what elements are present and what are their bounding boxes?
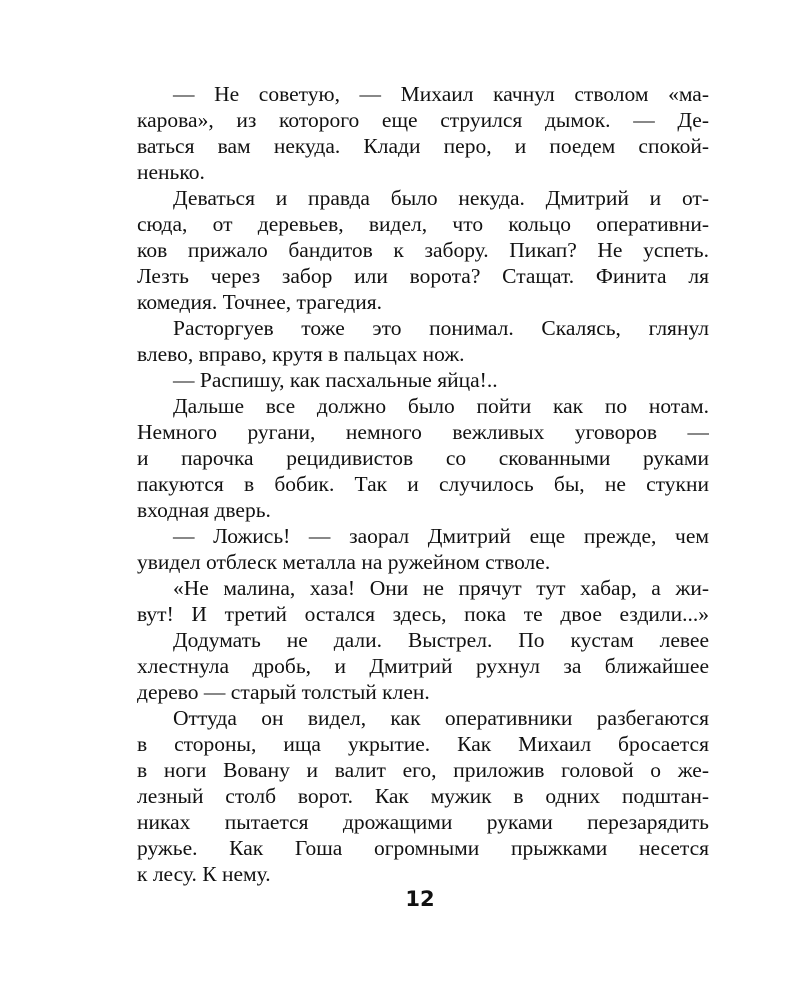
text-line: «Не малина, хаза! Они не прячут тут хабар, а жи- [173,576,709,600]
text-line: Немного ругани, немного вежливых уговоров — [137,420,709,444]
text-line: Деваться и правда было некуда. Дмитрий и от- [173,186,709,210]
text-line: Додумать не дали. Выстрел. По кустам левее [173,628,709,652]
text-line: вут! И третий остался здесь, пока те двое ездили...» [137,602,709,626]
text-line: входная дверь. [137,498,271,522]
text-line: ваться вам некуда. Клади перо, и поедем спокой- [137,134,709,158]
text-line: пакуются в бобик. Так и случилось бы, не стукни [137,472,709,496]
text-line: ружье. Как Гоша огромными прыжками несется [137,836,709,860]
text-line: к лесу. К нему. [137,862,271,886]
text-line: сюда, от деревьев, видел, что кольцо оперативни- [137,212,709,236]
text-line: дерево — старый толстый клен. [137,680,430,704]
text-line: — Не советую, — Михаил качнул стволом «ма- [173,82,709,106]
text-line: — Распишу, как пасхальные яйца!.. [173,368,498,392]
text-line: Оттуда он видел, как оперативники разбегаются [173,706,709,730]
text-line: карова», из которого еще струился дымок. — Де- [137,108,709,132]
text-line: никах пытается дрожащими руками перезарядить [137,810,709,834]
text-line: и парочка рецидивистов со скованными руками [137,446,709,470]
text-line: хлестнула дробь, и Дмитрий рухнул за ближайшее [137,654,709,678]
text-line: в ноги Вовану и валит его, приложив головой о же- [137,758,709,782]
text-line: ненько. [137,160,205,184]
text-line: Дальше все должно было пойти как по нотам. [173,394,709,418]
text-line: увидел отблеск металла на ружейном стволе. [137,550,551,574]
text-body [137,81,709,887]
text-line: в стороны, ища укрытие. Как Михаил бросается [137,732,709,756]
text-line: Лезть через забор или ворота? Стащат. Финита ля [137,264,709,288]
text-line: — Ложись! — заорал Дмитрий еще прежде, чем [173,524,709,548]
page-number: 12 [405,887,435,911]
text-line: ков прижало бандитов к забору. Пикап? Не успеть. [137,238,709,262]
text-line: комедия. Точнее, трагедия. [137,290,382,314]
text-line: влево, вправо, крутя в пальцах нож. [137,342,465,366]
text-line: лезный столб ворот. Как мужик в одних подштан- [137,784,709,808]
text-line: Расторгуев тоже это понимал. Скалясь, глянул [173,316,709,340]
